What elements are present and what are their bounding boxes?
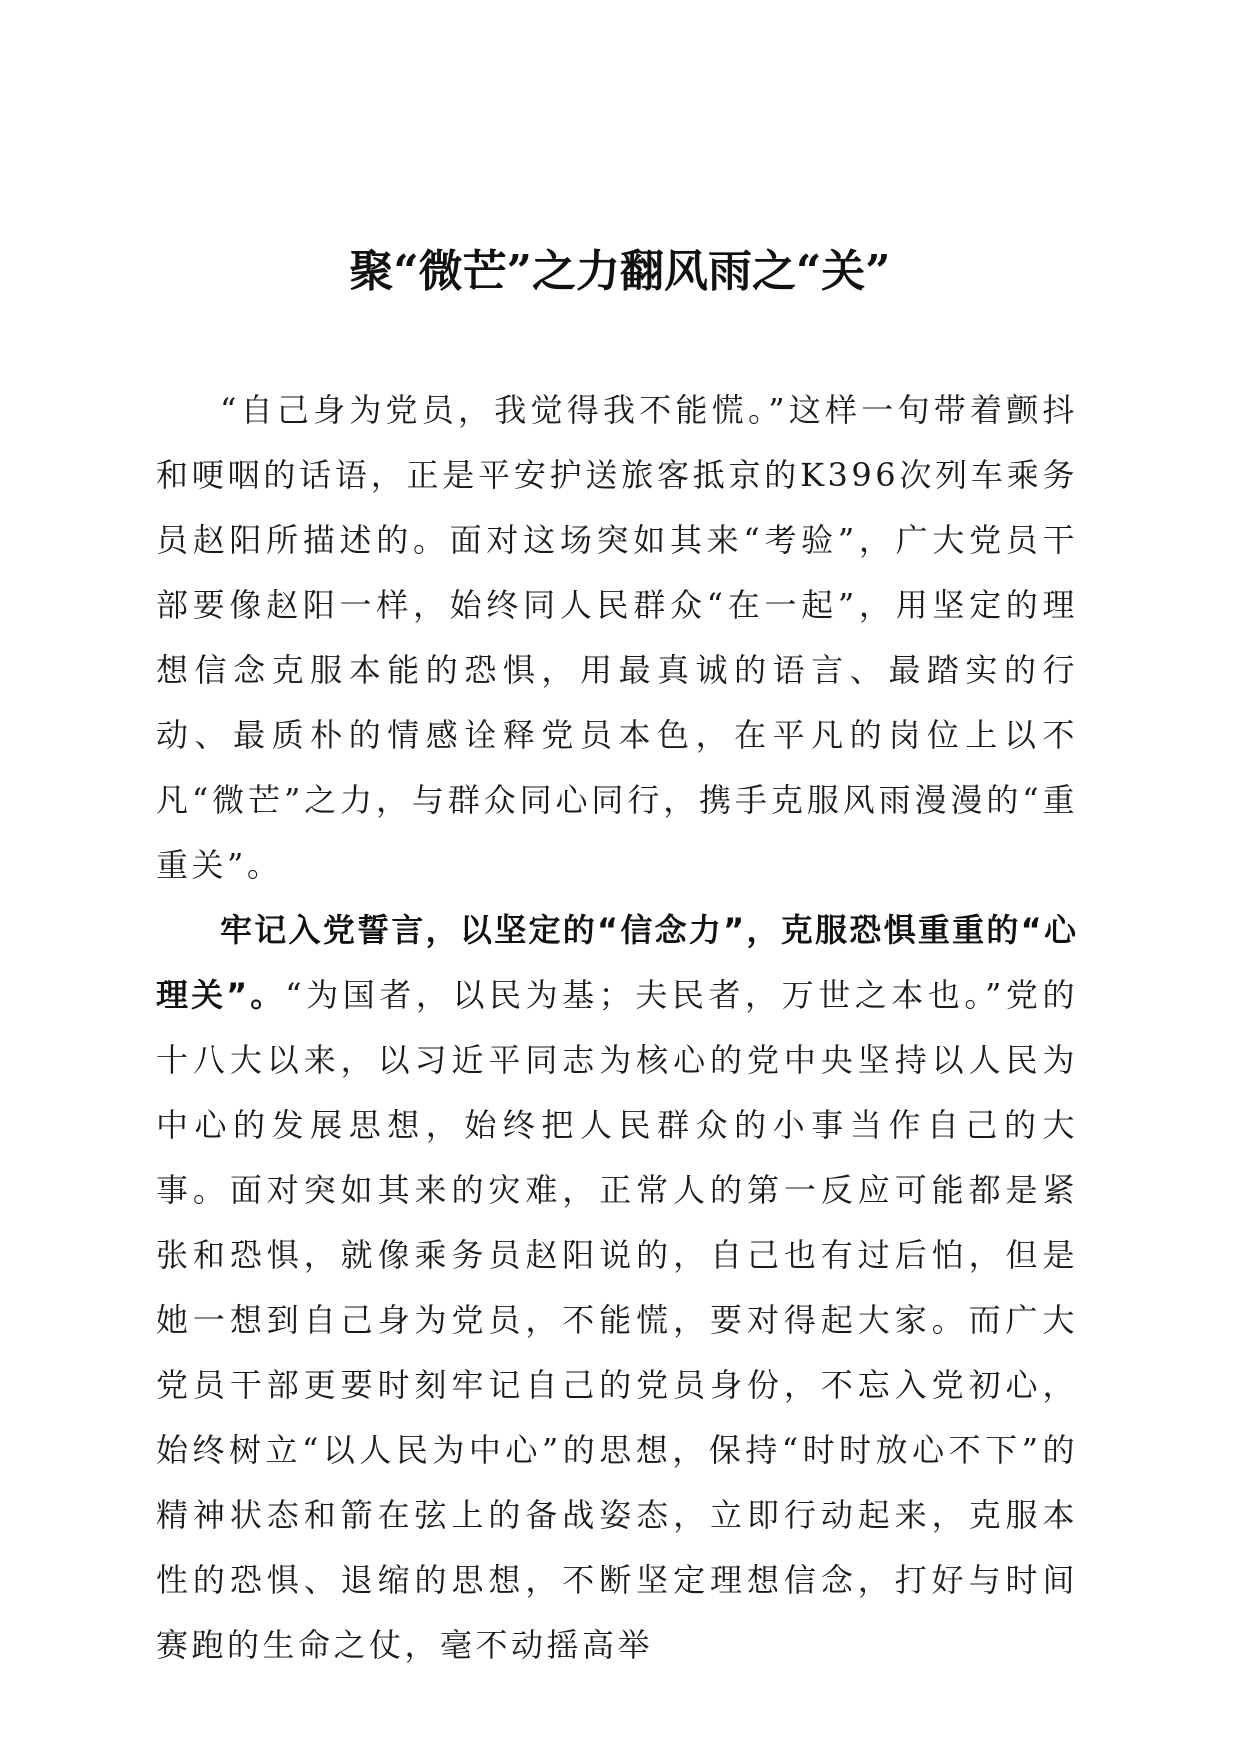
paragraph-2-text: “为国者，以民为基；夫民者，万世之本也。”党的十八大以来，以习近平同志为核心的党中央坚持以人民为中心的发展思想，始终把人民群众的小事当作自己的大事。面对突如其来的灾难，正常人的第一反应可能都是紧张和恐惧，就像乘务员赵阳说的，自己也有过后怕，但是她一想到自己身为党员，不能慌，要对得起大家。而广大党员干部更要时刻牢记自己的党员身份，不忘入党初心，始终树立“以人民为中心”的思想，保持“时时放心不下”的精神状态和箭在弦上的备战姿态，立即行动起来，克服本性的恐惧、退缩的思想，不断坚定理想信念，打好与时间赛跑的生命之仗，毫不动摇高举 [156, 976, 1078, 1664]
paragraph-1-text: “自己身为党员，我觉得我不能慌。”这样一句带着颤抖和哽咽的话语，正是平安护送旅客抵京的K396次列车乘务员赵阳所描述的。面对这场突如其来“考验”，广大党员干部要像赵阳一样，始终同人民群众“在一起”，用坚定的理想信念克服本能的恐惧，用最真诚的语言、最踏实的行动、最质朴的情感诠释党员本色，在平凡的岗位上以不凡“微芒”之力，与群众同心同行，携手克服风雨漫漫的“重重关”。 [156, 391, 1078, 884]
paragraph-2 [156, 898, 1078, 1678]
document-body [156, 378, 1078, 1678]
paragraph-1 [156, 378, 1078, 898]
document-title: 聚“微芒”之力翻风雨之“关” [349, 246, 891, 297]
paragraph-2-lead: 牢记入党誓言，以坚定的“信念力”，克服恐惧重重的“心理关”。 [156, 911, 1078, 1014]
